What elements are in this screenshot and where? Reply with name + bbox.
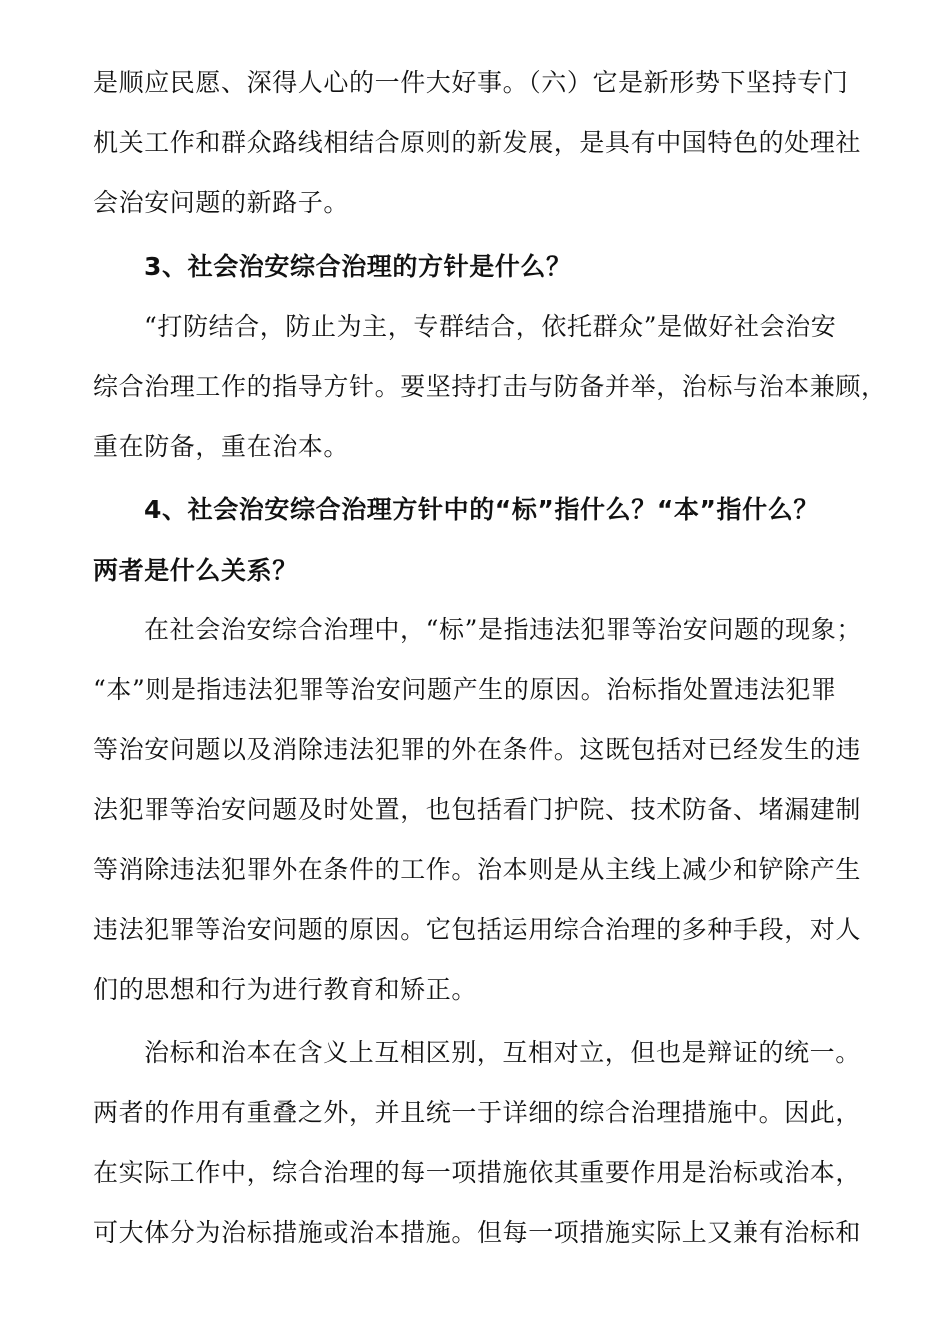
- text-line: 可大体分为治标措施或治本措施。但每一项措施实际上又兼有治标和: [93, 1218, 862, 1247]
- text-line: 是顺应民愿、深得人心的一件大好事。（六）它是新形势下坚持专门: [93, 68, 849, 97]
- text-line: 法犯罪等治安问题及时处置，也包括看门护院、技术防备、堵漏建制: [93, 795, 862, 824]
- section-heading: 3、社会治安综合治理的方针是什么？: [144, 252, 572, 281]
- text-line: 们的思想和行为进行教育和矫正。: [93, 975, 478, 1004]
- text-line: 在实际工作中，综合治理的每一项措施依其重要作用是治标或治本，: [93, 1158, 862, 1187]
- text-line: 在社会治安综合治理中，“标”是指违法犯罪等治安问题的现象；: [144, 615, 862, 644]
- text-line: 等治安问题以及消除违法犯罪的外在条件。这既包括对已经发生的违: [93, 735, 862, 764]
- text-line: 重在防备，重在治本。: [93, 432, 350, 461]
- section-heading: 两者是什么关系？: [93, 556, 298, 585]
- text-line: 违法犯罪等治安问题的原因。它包括运用综合治理的多种手段，对人: [93, 915, 862, 944]
- text-line: “打防结合，防止为主，专群结合，依托群众”是做好社会治安: [144, 312, 837, 341]
- text-line: 治标和治本在含义上互相区别，互相对立，但也是辩证的统一。: [144, 1038, 861, 1067]
- section-heading: 4、社会治安综合治理方针中的“标”指什么？“本”指什么？: [144, 495, 819, 524]
- text-line: 等消除违法犯罪外在条件的工作。治本则是从主线上减少和铲除产生: [93, 855, 862, 884]
- text-line: 会治安问题的新路子。: [93, 188, 350, 217]
- text-line: “本”则是指违法犯罪等治安问题产生的原因。治标指处置违法犯罪: [93, 675, 837, 704]
- text-line: 两者的作用有重叠之外，并且统一于详细的综合治理措施中。因此，: [93, 1098, 862, 1127]
- text-line: 机关工作和群众路线相结合原则的新发展，是具有中国特色的处理社: [93, 128, 862, 157]
- text-line: 综合治理工作的指导方针。要坚持打击与防备并举，治标与治本兼顾，: [93, 372, 887, 401]
